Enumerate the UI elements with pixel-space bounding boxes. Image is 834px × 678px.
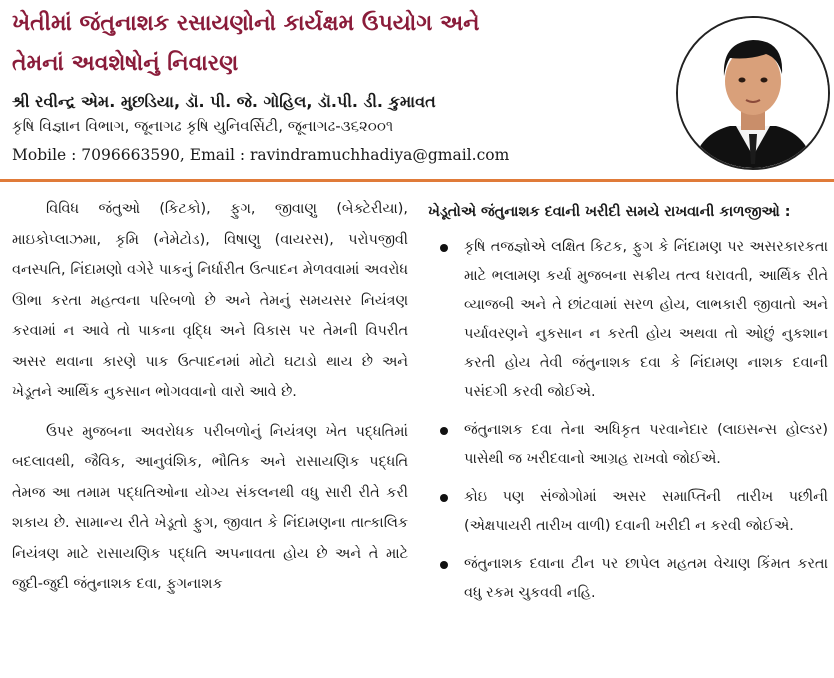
article-body-right: [428, 198, 828, 678]
author-contact: Mobile : 7096663590, Email : ravindramuchhadiya@gmail.com: [12, 146, 510, 164]
precautions-heading: ખેડૂતોએ જંતુનાશક દવાની ખરીદી સમયે રાખવાની કાળજીઓ :: [428, 204, 791, 220]
precaution-text: જંતુનાશક દવાના ટીન પર છાપેલ મહતમ વેચાણ કિંમત કરતા વધુ રકમ ચુકવવી નહિ.: [464, 556, 828, 601]
precaution-item: [428, 233, 828, 407]
bullet-dot-icon: [440, 244, 448, 252]
author-affiliation: કૃષિ વિજ્ઞાન વિભાગ, જૂનાગઢ કૃષિ યુનિવર્સિટી, જૂનાગઢ-૩૬૨૦૦૧: [12, 117, 394, 135]
precautions-list: [428, 233, 828, 608]
precaution-text: કૃષિ તજજ્ઞોએ લક્ષિત કિટક, ફુગ કે નિંદામણ પર અસરકારકતા માટે ભલામણ કર્યા મુજબના સક્રીય તત્વ ધરાવતી, આર્થિક રીતે વ્યાજબી અને તે છાંટવામાં સરળ હોય, લાભકારી જીવાતો અને પર્યાવરણને નુકસાન ન કરતી હોય અથવા તો ઓછું નુકશાન કરતી હોય તેવી જંતુનાશક દવા કે નિંદામણ નાશક દવાની પસંદગી કરવી જોઈએ.: [464, 239, 828, 400]
body-paragraph-1: વિવિધ જંતુઓ (કિટકો), ફુગ, જીવાણુ (બેક્ટેરીયા), માઇકોપ્લાઝમા, કૃમિ (નેમેટોડ), વિષાણુ (વાયરસ), પરોપજીવી વનસ્પતિ, નિંદામણો વગેરે પાકનું નિર્ધારીત ઉત્પાદન મેળવવામાં અવરોધ ઊભા કરતા મહત્વના પરિબળો છે અને તેમનું સમયસર નિયંત્રણ કરવામાં ન આવે તો પાકના વૃદ્ધિ અને વિકાસ પર તેમની વિપરીત અસર થવાના કારણે પાક ઉત્પાદનમાં મોટો ઘટાડો થાય છે અને ખેડૂતને આર્થિક નુકસાન ભોગવવાનો વારો આવે છે.: [12, 201, 408, 400]
article-body-left: [12, 194, 408, 678]
bullet-dot-icon: [440, 427, 448, 435]
author-names: શ્રી રવીન્દ્ર એમ. મુછડિયા, ડૉ. પી. જે. ગોહિલ, ડૉ.પી. ડી. કુમાવત: [12, 92, 436, 111]
header-divider: [0, 179, 834, 182]
precaution-item: [428, 416, 828, 474]
article-title: [12, 4, 662, 84]
author-portrait: [676, 16, 830, 170]
bullet-dot-icon: [440, 561, 448, 569]
precaution-text: કોઇ પણ સંજોગોમાં અસર સમાપ્તિની તારીખ પછીની (એક્ષપાયરી તારીખ વાળી) દવાની ખરીદી ન કરવી જોઈએ.: [464, 489, 828, 534]
body-paragraph-2: ઉપર મુજબના અવરોધક પરીબળોનું નિયંત્રણ ખેત પદ્ધતિમાં બદલાવથી, જૈવિક, આનુવંશિક, ભૌતિક અને રાસાયણિક પદ્ધતિ તેમજ આ તમામ પદ્ધતિઓના યોગ્ય સંકલનથી વધુ સારી રીતે કરી શકાય છે. સામાન્ય રીતે ખેડૂતો ફુગ, જીવાત કે નિંદામણના તાત્કાલિક નિયંત્રણ માટે રાસાયણિક પદ્ધતિ અપનાવતા હોય છે અને તે માટે જુદી-જુદી જંતુનાશક દવા, ફુગનાશક: [12, 423, 408, 592]
precaution-item: [428, 550, 828, 608]
precaution-text: જંતુનાશક દવા તેના અધિકૃત પરવાનેદાર (લાઇસન્સ હોલ્ડર) પાસેથી જ ખરીદવાનો આગ્રહ રાખવો જોઈએ.: [464, 422, 828, 467]
bullet-dot-icon: [440, 494, 448, 502]
title-line-2: તેમનાં અવશેષોનું નિવારણ: [12, 51, 239, 76]
author-portrait-image: [678, 18, 828, 168]
title-line-1: ખેતીમાં જંતુનાશક રસાયણોનો કાર્યક્ષમ ઉપયોગ અને: [12, 11, 480, 36]
precaution-item: [428, 483, 828, 541]
